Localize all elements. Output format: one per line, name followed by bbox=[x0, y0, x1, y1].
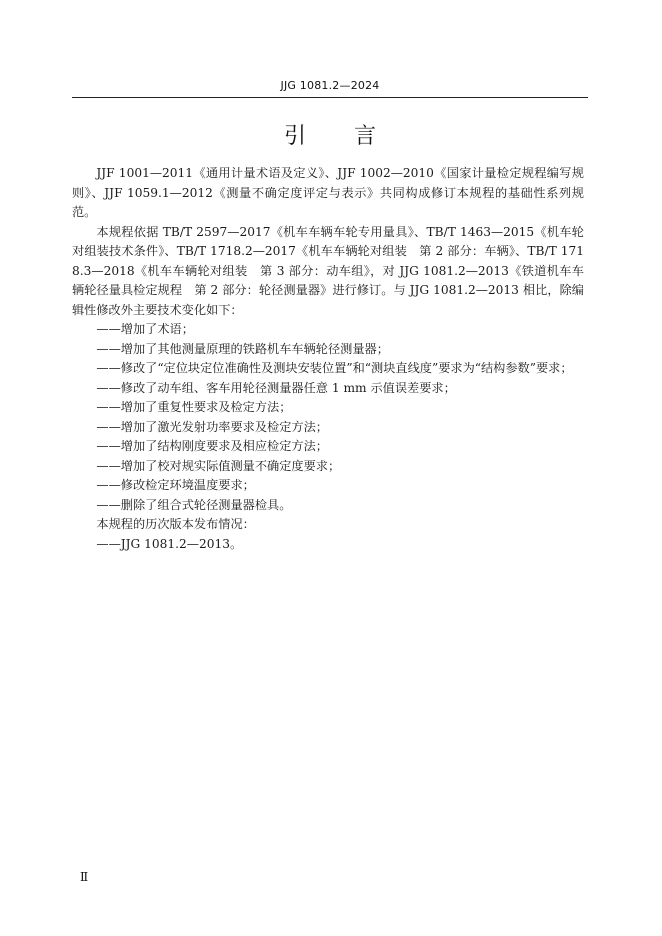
list-item: ——增加了激光发射功率要求及检定方法； bbox=[96, 419, 328, 434]
list-item: ——删除了组合式轮径测量器检具。 bbox=[96, 497, 292, 512]
list-item: ——增加了重复性要求及检定方法； bbox=[96, 400, 292, 414]
list-item: ——JJG 1081.2—2013。 bbox=[96, 536, 243, 551]
list-item: ——增加了校对规实际值测量不确定度要求； bbox=[96, 458, 341, 473]
list-item: ——修改了“定位块定位准确性及测块安装位置”和“测块直线度”要求为“结构参数”要求； bbox=[96, 361, 573, 375]
page-title: 引言 bbox=[283, 124, 424, 149]
list-item: ——增加了术语； bbox=[96, 322, 194, 336]
running-header: JJG 1081.2—2024 bbox=[280, 79, 380, 92]
list-item: ——修改检定环境温度要求； bbox=[96, 478, 255, 492]
paragraph: 本规程依据 TB/T 2597—2017《机车车辆车轮专用量具》、TB/T 1463—2015《机车轮对组装技术条件》、TB/T 1718.2—2017《机车车辆轮对组装 第 2 部分：车辆》、TB/T 1718.3—2018《机车车辆轮对组装 第 3 部分：动车组》，对 JJG 1081.2—2013《铁道机车车辆轮径量具检定规程 第 2 部分：轮径测量器》进行修订。与 JJG 1081.2—2013 相比，除编辑性修改外主要技术变化如下： bbox=[72, 224, 584, 317]
list-item: ——增加了结构刚度要求及相应检定方法； bbox=[96, 439, 328, 453]
paragraph: 本规程的历次版本发布情况： bbox=[96, 517, 255, 531]
list-item: ——修改了动车组、客车用轮径测量器任意 1 mm 示值误差要求； bbox=[96, 380, 456, 395]
body-text bbox=[72, 164, 584, 554]
page-number: Ⅱ bbox=[80, 870, 89, 884]
header-rule bbox=[72, 97, 588, 98]
list-item: ——增加了其他测量原理的铁路机车车辆轮径测量器； bbox=[96, 341, 389, 356]
paragraph: JJF 1001—2011《通用计量术语及定义》、JJF 1002—2010《国家计量检定规程编写规则》、JJF 1059.1—2012《测量不确定度评定与表示》共同构成修订本规程的基础性系列规范。 bbox=[72, 166, 584, 219]
